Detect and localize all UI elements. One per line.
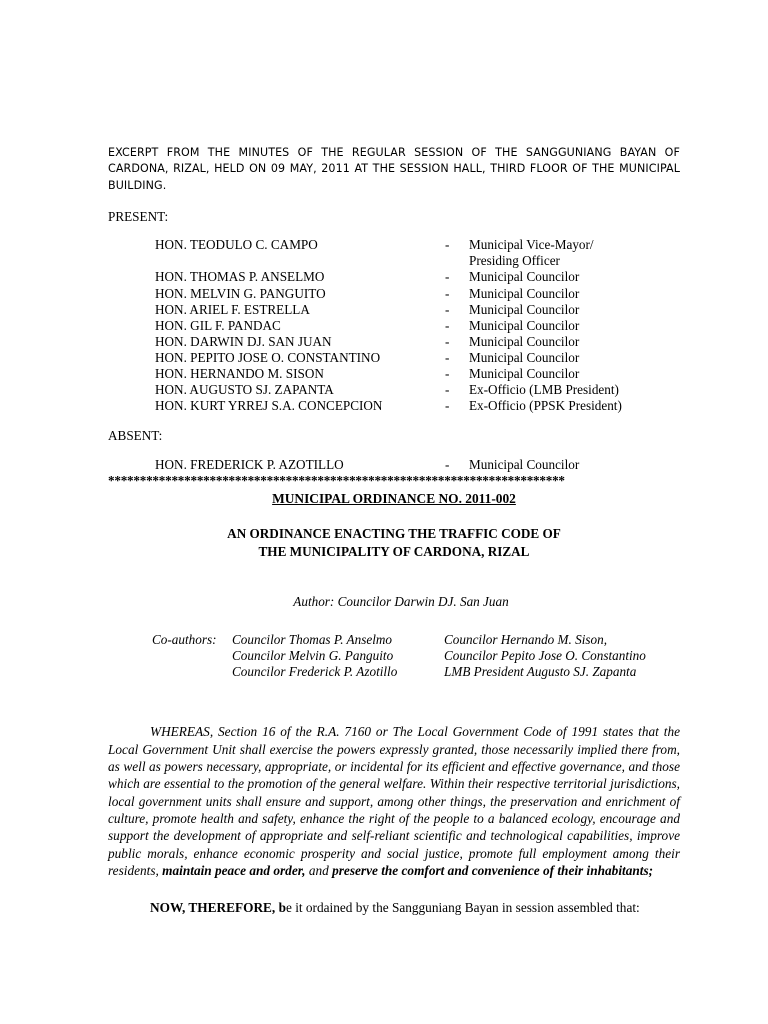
attendee-role: Municipal Councilor [469, 269, 580, 285]
attendee-name: HON. HERNANDO M. SISON [155, 365, 324, 381]
table-row [155, 350, 680, 366]
separator-dash: - [445, 382, 450, 398]
coauthor-name: Councilor Pepito Jose O. Constantino [444, 648, 646, 664]
table-row [155, 269, 680, 285]
attendee-name: HON. TEODULO C. CAMPO [155, 237, 318, 253]
coauthors-label-spacer [152, 648, 232, 664]
ordinance-title-line-2: THE MUNICIPALITY OF CARDONA, RIZAL [258, 543, 530, 559]
now-therefore-paragraph [108, 879, 680, 916]
table-row [155, 302, 680, 318]
ordinance-number-heading: MUNICIPAL ORDINANCE NO. 2011-002 [272, 491, 516, 507]
whereas-bold-phrase-2: preserve the comfort and convenience of their inhabitants; [332, 862, 654, 878]
coauthor-name: LMB President Augusto SJ. Zapanta [444, 663, 637, 679]
whereas-paragraph [108, 679, 680, 879]
attendee-role: Municipal Councilor [469, 285, 580, 301]
attendee-role: Ex-Officio (LMB President) [469, 382, 619, 398]
present-roster [108, 225, 680, 414]
table-row [155, 334, 680, 350]
excerpt-header-paragraph: EXCERPT FROM THE MINUTES OF THE REGULAR SESSION OF THE SANGGUNIANG BAYAN OF CARDONA, RIZAL, HELD ON 09 MAY, 2011 AT THE SESSION HALL, THIRD FLOOR OF THE MUNICIPAL BUILDING. [108, 146, 680, 192]
coauthors-label-spacer [152, 664, 232, 680]
attendee-role: Municipal Councilor [469, 365, 580, 381]
document-content [108, 145, 680, 916]
absent-roster [108, 444, 680, 473]
table-row [155, 286, 680, 302]
attendee-name: HON. FREDERICK P. AZOTILLO [155, 457, 344, 473]
coauthor-name: Councilor Frederick P. Azotillo [232, 663, 398, 679]
attendee-role: Municipal Councilor [469, 349, 580, 365]
separator-dash: - [445, 365, 450, 381]
coauthors-row [152, 632, 680, 648]
coauthor-name: Councilor Hernando M. Sison, [444, 632, 608, 648]
present-label: PRESENT: [108, 209, 169, 225]
whereas-bold-phrase-1: maintain peace and order, [162, 862, 306, 878]
attendee-role-second-line: Presiding Officer [469, 253, 560, 269]
separator-dash: - [445, 301, 450, 317]
absent-label: ABSENT: [108, 428, 163, 444]
separator-dash: - [445, 457, 450, 473]
coauthors-row [152, 664, 680, 680]
attendee-role: Municipal Councilor [469, 301, 580, 317]
separator-dash: - [445, 333, 450, 349]
ordinance-title [108, 508, 680, 560]
coauthors-label: Co-authors: [152, 632, 217, 648]
attendee-name: HON. PEPITO JOSE O. CONSTANTINO [155, 349, 381, 365]
attendee-role: Ex-Officio (PPSK President) [469, 398, 622, 414]
table-row [155, 366, 680, 382]
attendee-name: HON. DARWIN DJ. SAN JUAN [155, 333, 332, 349]
attendee-name: HON. MELVIN G. PANGUITO [155, 285, 326, 301]
separator-dash: - [445, 269, 450, 285]
ordinance-title-line-1: AN ORDINANCE ENACTING THE TRAFFIC CODE OF [227, 526, 561, 542]
table-row [155, 237, 680, 253]
attendee-name: HON. GIL F. PANDAC [155, 317, 281, 333]
attendee-name: HON. THOMAS P. ANSELMO [155, 269, 325, 285]
coauthor-name: Councilor Thomas P. Anselmo [232, 632, 392, 648]
separator-dash: - [445, 317, 450, 333]
coauthors-block [108, 610, 680, 679]
whereas-text-part-2: and [305, 862, 333, 878]
table-row [155, 398, 680, 414]
coauthors-row [152, 648, 680, 664]
attendee-name: HON. AUGUSTO SJ. ZAPANTA [155, 382, 334, 398]
table-row-continuation [155, 253, 680, 269]
separator-dash: - [445, 398, 450, 414]
now-therefore-bold-lead: NOW, THEREFORE, b [150, 900, 286, 916]
attendee-role: Municipal Vice-Mayor/ [469, 237, 594, 253]
author-line: Author: Councilor Darwin DJ. San Juan [293, 594, 509, 610]
attendee-name: HON. ARIEL F. ESTRELLA [155, 301, 310, 317]
separator-dash: - [445, 285, 450, 301]
asterisk-divider: ************************************************************************ [108, 473, 565, 488]
attendee-role: Municipal Councilor [469, 333, 580, 349]
attendee-role: Municipal Councilor [469, 317, 580, 333]
coauthor-name: Councilor Melvin G. Panguito [232, 648, 394, 664]
attendee-name: HON. KURT YRREJ S.A. CONCEPCION [155, 398, 383, 414]
table-row [155, 457, 680, 473]
separator-dash: - [445, 349, 450, 365]
table-row [155, 382, 680, 398]
now-therefore-text: e it ordained by the Sangguniang Bayan in session assembled that: [285, 900, 640, 916]
separator-dash: - [445, 237, 450, 253]
whereas-text-part-1: WHEREAS, Section 16 of the R.A. 7160 or The Local Government Code of 1991 states that the Local Government Unit shall exercise the powers expressly granted, those necessarily implied there from, as well as powers necessary, appropriate, or incidental for its efficient and effective governance, and those which are essential to the promotion of the general welfare. Within their respective territorial jurisdictions, local government units shall ensure and support, among other things, the preservation and enrichment of culture, promote health and safety, enhance the right of the people to a balanced ecology, encourage and support the development of appropriate and self-reliant scientific and technological capabilities, improve public morals, enhance economic prosperity and social justice, promote full employment among their residents, [108, 724, 680, 878]
attendee-role: Municipal Councilor [469, 457, 580, 473]
table-row [155, 318, 680, 334]
